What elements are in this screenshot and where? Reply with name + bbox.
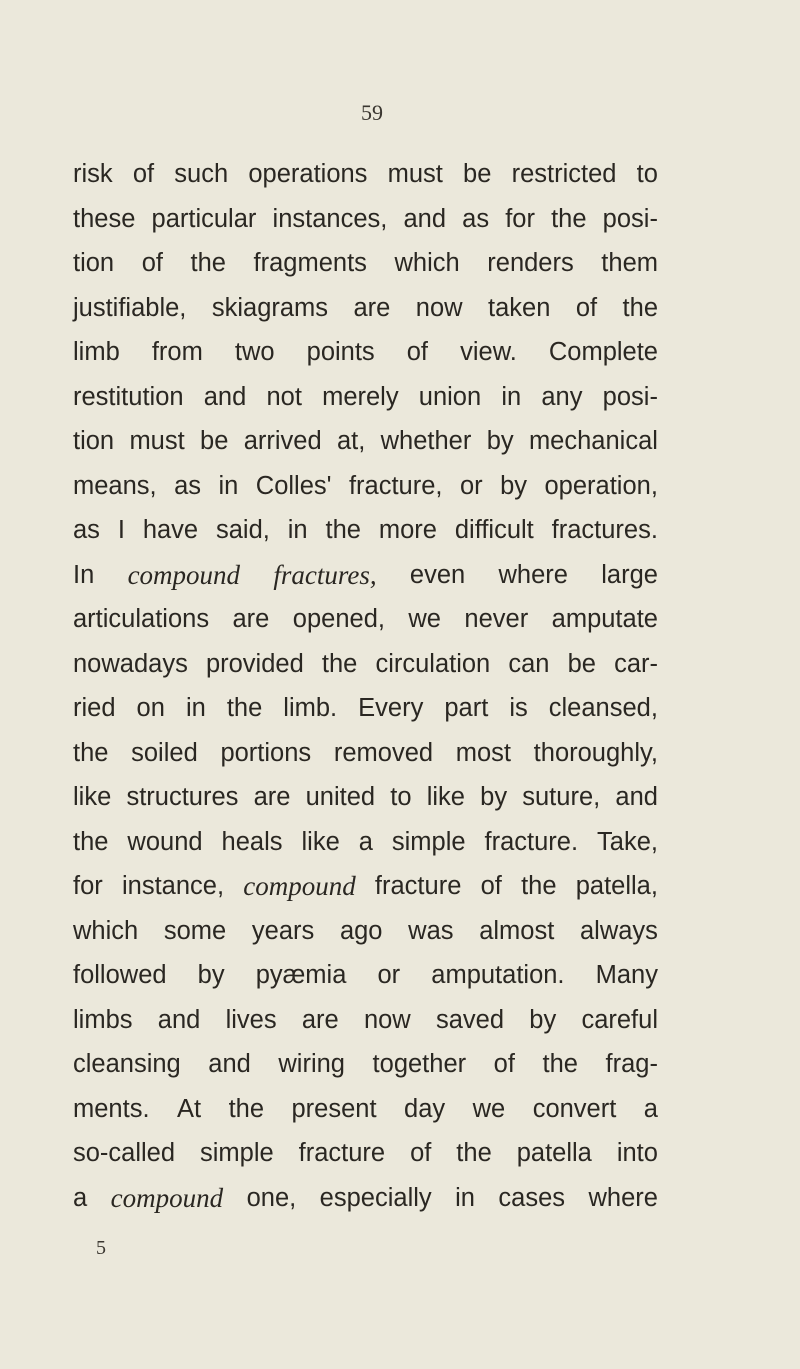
word: and [157,1005,201,1034]
text-line [73,152,658,197]
word: the [226,694,263,722]
word: provided [205,649,304,678]
word: tion [73,249,115,277]
word: fractures, [273,559,377,590]
word: wiring [278,1050,345,1078]
word: ments. [73,1094,150,1123]
word: posi- [602,204,658,233]
word: In [73,560,95,589]
word: said, [216,516,270,544]
word: by [500,471,528,500]
word: union [418,382,482,411]
word: of [132,160,155,188]
word: from [151,338,203,366]
word: saved [435,1005,505,1034]
word: day [404,1094,446,1123]
word: where [588,1183,658,1212]
word: a [358,827,373,856]
word: instance, [121,872,225,900]
text-line [73,820,658,865]
word: of [410,1139,432,1167]
word: into [616,1139,658,1167]
word: Every [358,694,424,722]
word: where [498,560,568,589]
text-line [73,286,658,331]
word: so-called [73,1139,176,1167]
word: limb. [283,694,338,722]
word: limb [73,338,120,366]
word: or [377,961,401,989]
word: whether [380,427,472,455]
text-line [73,553,658,598]
word: Complete [548,338,658,366]
word: more [378,516,437,544]
word: points [306,338,375,366]
word: limbs [73,1005,133,1034]
word: operation, [544,471,658,500]
word: of [141,249,163,277]
word: At [177,1094,202,1123]
word: not [266,382,302,411]
word: cleansing [73,1050,181,1078]
word: on [136,694,165,722]
word: cases [498,1183,566,1212]
word: soiled [131,738,198,767]
word: in [501,382,522,411]
word: are [353,293,391,322]
word: simple [200,1139,274,1167]
text-line [73,597,658,642]
word: always [579,916,658,945]
word: almost [479,916,555,945]
word: difficult [454,516,534,544]
word: the [73,738,109,767]
word: simple [391,827,466,856]
word: fracture, [348,471,443,500]
word: taken [488,293,551,322]
text-line [73,864,658,909]
word: to [636,160,658,188]
word: or [459,471,483,500]
word: we [408,605,441,633]
word: nowadays [73,649,188,678]
word: merely [322,382,399,411]
word: removed [333,738,434,767]
word: fracture [374,872,462,900]
word: we [472,1094,506,1123]
word: compound [127,559,241,590]
word: must [387,160,443,188]
word: portions [220,738,312,767]
word: by [486,427,514,455]
word: restricted [511,160,617,188]
signature-mark: 5 [96,1237,106,1259]
word: some [163,916,227,945]
word: which [394,249,460,277]
word: the [622,293,658,322]
text-line [73,998,658,1043]
word: and [203,382,247,411]
word: be [200,427,229,455]
word: by [197,961,225,989]
word: in [185,694,206,722]
word: ried [73,694,116,722]
word: posi- [602,382,658,411]
word: such [174,160,229,188]
word: opened, [292,605,385,633]
word: are [232,605,270,633]
word: part [444,694,489,722]
word: Take, [597,827,658,856]
word: at, [336,427,366,455]
word: means, [73,471,157,500]
word: years [251,916,315,945]
word: justifiable, [73,293,187,322]
word: fragments [253,249,367,277]
text-line [73,1087,658,1132]
text-line [73,642,658,687]
word: car- [614,649,658,678]
word: be [567,649,596,678]
word: as [462,204,490,233]
word: as [174,471,202,500]
word: present [291,1094,377,1123]
word: never [464,605,529,633]
word: two [234,338,275,366]
word: of [493,1050,515,1078]
text-line [73,375,658,420]
text-line [73,464,658,509]
word: convert [532,1094,617,1123]
word: are [253,783,291,811]
text-line [73,197,658,242]
word: a [643,1094,658,1123]
text-line [73,731,658,776]
word: wound [127,827,203,856]
body-text [73,152,658,1220]
word: followed [73,961,167,989]
word: particular [151,204,257,233]
word: the [73,827,109,856]
word: as [73,516,100,544]
word: careful [581,1005,658,1034]
word: especially [319,1183,432,1212]
word: in [287,516,308,544]
word: suture, [522,783,601,811]
word: Many [595,961,658,989]
word: the [321,649,358,678]
word: now [363,1005,411,1034]
word: and [208,1050,251,1078]
word: patella, [575,872,658,900]
word: in [218,471,239,500]
word: together [372,1050,467,1078]
word: articulations [73,605,210,633]
word: tion [73,427,115,455]
word: of [406,338,429,366]
word: renders [487,249,574,277]
word: and [403,204,447,233]
word: circulation [375,649,491,678]
word: ago [339,916,383,945]
word: instances, [272,204,388,233]
word: like [73,783,112,811]
word: fracture. [484,827,579,856]
text-line [73,1042,658,1087]
text-line [73,330,658,375]
word: the [521,872,557,900]
text-line [73,1176,658,1221]
word: the [190,249,226,277]
word: patella [516,1139,592,1167]
word: must [129,427,185,455]
text-line [73,241,658,286]
word: I [117,516,125,544]
word: frag- [605,1050,658,1078]
word: and [615,783,658,811]
word: these [73,204,136,233]
word: structures [126,783,239,811]
word: like [426,783,465,811]
word: restitution [73,382,184,411]
word: lives [225,1005,277,1034]
text-line [73,686,658,731]
word: amputation. [431,961,565,989]
word: compound [110,1182,224,1213]
word: are [301,1005,339,1034]
word: the [551,204,587,233]
word: skiagrams [211,293,329,322]
word: in [455,1183,475,1212]
text-line [73,909,658,954]
word: view. [460,338,517,366]
word: have [142,516,199,544]
word: any [541,382,583,411]
word: of [480,872,502,900]
word: to [390,783,412,811]
text-line [73,419,658,464]
word: operations [248,160,368,188]
word: like [301,827,340,856]
word: Colles' [255,471,332,500]
word: is [509,694,528,722]
word: can [508,649,550,678]
page-number: 59 [361,100,383,125]
word: the [542,1050,578,1078]
word: the [228,1094,265,1123]
word: pyæmia [255,961,347,989]
word: arrived [243,427,322,455]
word: by [480,783,508,811]
word: large [601,560,658,589]
word: compound [243,871,356,901]
text-line [73,508,658,553]
word: most [455,738,511,767]
word: heals [221,827,283,856]
word: fracture [298,1139,386,1167]
word: a [73,1183,88,1212]
word: for [505,204,535,233]
word: now [415,293,463,322]
word: be [463,160,492,188]
word: them [601,249,658,277]
word: the [325,516,361,544]
word: amputate [551,605,658,633]
word: cleansed, [548,694,658,722]
word: one, [246,1183,297,1212]
word: which [73,916,139,945]
word: by [529,1005,557,1034]
text-line [73,1131,658,1176]
word: of [575,293,598,322]
word: united [305,783,376,811]
text-line [73,953,658,998]
word: thoroughly, [533,738,658,767]
word: even [409,560,466,589]
word: fractures. [551,516,658,544]
word: for [73,872,103,900]
text-line [73,775,658,820]
word: risk [73,160,113,188]
word: mechanical [528,427,658,455]
word: the [456,1139,492,1167]
word: was [408,916,454,945]
